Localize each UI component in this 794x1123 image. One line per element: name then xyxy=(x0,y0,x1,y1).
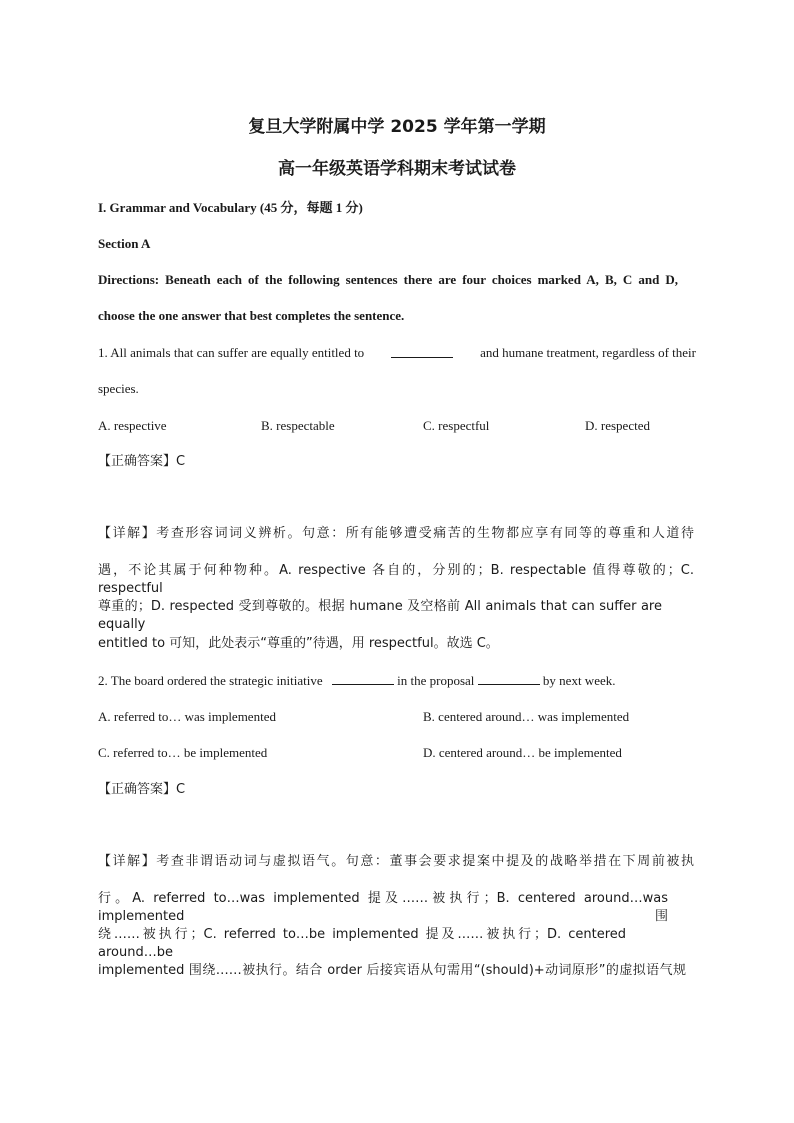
question-2-stem-mid: in the proposal xyxy=(397,673,475,688)
question-1-option-d: D. respected xyxy=(585,418,650,433)
question-1-stem xyxy=(98,344,696,362)
question-2-detail-line3: 绕……被执行；C. referred to…be implemented 提及……被执行；D. centered around…be xyxy=(98,927,626,960)
question-1-option-c: C. respectful xyxy=(423,418,490,433)
question-1-stem-pre: 1. All animals that can suffer are equally entitled to xyxy=(98,345,365,360)
question-2-detail-line4: implemented 围绕……被执行。结合 order 后接宾语从句需用“(should)+动词原形”的虚拟语气规 xyxy=(98,963,686,978)
question-2-option-a: A. referred to… was implemented xyxy=(98,709,276,724)
question-1-detail-line4: entitled to 可知，此处表示“尊重的”待遇，用 respectful。故选 C。 xyxy=(98,636,499,651)
question-2-option-b: B. centered around… was implemented xyxy=(423,709,630,724)
answer-blank xyxy=(332,671,394,685)
question-2-stem-pre: 2. The board ordered the strategic initiative xyxy=(98,673,323,688)
directions-line2: choose the one answer that best completes the sentence. xyxy=(98,308,405,323)
question-2-detail-line2: 行。A. referred to…was implemented 提及……被执行；B. centered around…was implemented 围 xyxy=(98,891,668,924)
part-heading: I. Grammar and Vocabulary (45 分，每题 1 分) xyxy=(98,200,363,215)
question-2-answer: 【正确答案】C xyxy=(98,782,186,797)
question-1-stem-post: and humane treatment, regardless of their xyxy=(480,345,696,360)
exam-title-line1: 复旦大学附属中学 2025 学年第一学期 xyxy=(248,117,546,137)
question-1-detail-line2: 遇，不论其属于何种物种。A. respective 各自的，分别的；B. respectable 值得尊敬的；C. respectful xyxy=(98,563,694,596)
exam-title-line2: 高一年级英语学科期末考试试卷 xyxy=(278,159,516,179)
question-1-detail-line3: 尊重的；D. respected 受到尊敬的。根据 humane 及空格前 All animals that can suffer are equally xyxy=(98,599,662,632)
question-2-stem-post: by next week. xyxy=(542,673,616,688)
question-2-option-c: C. referred to… be implemented xyxy=(98,745,268,760)
answer-blank xyxy=(478,671,540,685)
question-1-stem-line2: species. xyxy=(98,381,139,396)
question-2-option-d: D. centered around… be implemented xyxy=(423,745,622,760)
answer-blank xyxy=(391,344,453,358)
question-2-stem xyxy=(98,671,698,690)
question-1-option-b: B. respectable xyxy=(261,418,335,433)
question-1-answer: 【正确答案】C xyxy=(98,454,186,469)
directions-line1: Directions: Beneath each of the following sentences there are four choices marked A, B, C and D, xyxy=(98,272,678,287)
question-1-option-a: A. respective xyxy=(98,418,167,433)
question-2-detail-line1: 【详解】考查非谓语动词与虚拟语气。句意：董事会要求提案中提及的战略举措在下周前被执 xyxy=(98,854,694,869)
section-heading: Section A xyxy=(98,236,151,251)
question-1-detail-line1: 【详解】考查形容词词义辨析。句意：所有能够遭受痛苦的生物都应享有同等的尊重和人道待 xyxy=(98,526,694,541)
